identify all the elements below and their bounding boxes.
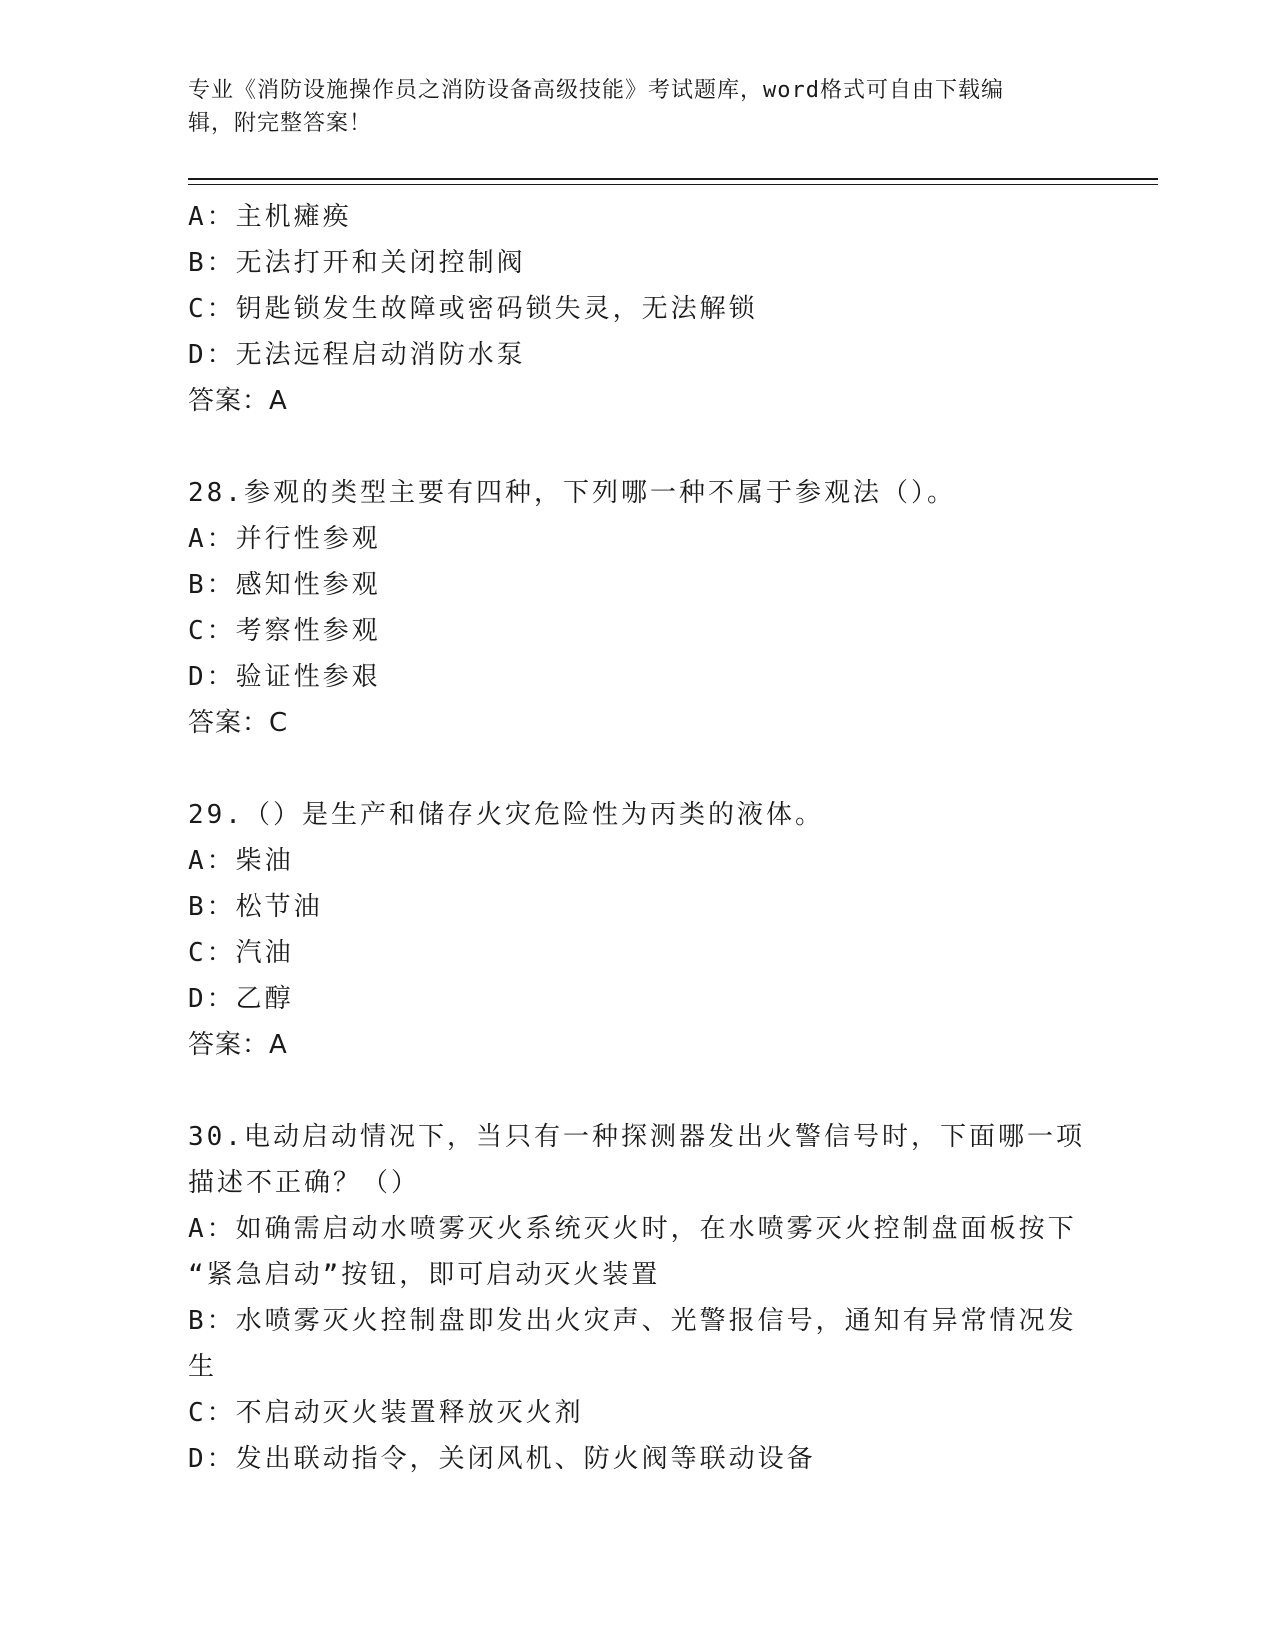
option-d: D：乙醇 (188, 984, 294, 1014)
document-header (188, 74, 1068, 140)
question-stem: 29.（）是生产和储存火灾危险性为丙类的液体。 (188, 800, 824, 830)
question-30 (188, 1114, 1088, 1482)
option-b-line-2: 生 (188, 1352, 218, 1382)
option-d: D：发出联动指令，关闭风机、防火阀等联动设备 (188, 1444, 816, 1474)
header-line-1: 专业《消防设施操作员之消防设备高级技能》考试题库，word格式可自由下载编 (188, 78, 1004, 103)
question-29 (188, 792, 1088, 1068)
question-list (188, 194, 1088, 1482)
option-d: D：无法远程启动消防水泵 (188, 340, 526, 370)
option-c: C：汽油 (188, 938, 294, 968)
option-d: D：验证性参艰 (188, 662, 381, 692)
option-a: A：并行性参观 (188, 524, 381, 554)
option-c: C：不启动灭火装置释放灭火剂 (188, 1398, 584, 1428)
option-c: C：考察性参观 (188, 616, 381, 646)
option-b: B：松节油 (188, 892, 323, 922)
header-rule-thick (188, 178, 1158, 180)
option-a-line-1: A：如确需启动水喷雾灭火系统灭火时，在水喷雾灭火控制盘面板按下 (188, 1214, 1077, 1244)
answer: 答案：A (188, 1030, 288, 1060)
question-28 (188, 470, 1088, 746)
option-c: C：钥匙锁发生故障或密码锁失灵，无法解锁 (188, 294, 758, 324)
answer: 答案：C (188, 708, 289, 738)
question-27-continued (188, 194, 1088, 424)
header-line-2: 辑，附完整答案！ (188, 111, 373, 136)
answer: 答案：A (188, 386, 288, 416)
option-b: B：无法打开和关闭控制阀 (188, 248, 526, 278)
question-stem-line-2: 描述不正确？（） (188, 1168, 421, 1198)
option-a: A：柴油 (188, 846, 294, 876)
question-stem: 28.参观的类型主要有四种，下列哪一种不属于参观法（）。 (188, 478, 956, 508)
option-b: B：感知性参观 (188, 570, 381, 600)
question-stem-line-1: 30.电动启动情况下，当只有一种探测器发出火警信号时，下面哪一项 (188, 1122, 1085, 1152)
option-b-line-1: B：水喷雾灭火控制盘即发出火灾声、光警报信号，通知有异常情况发 (188, 1306, 1077, 1336)
option-a-line-2: “紧急启动”按钮，即可启动灭火装置 (188, 1260, 661, 1290)
header-rule-thin (188, 184, 1158, 185)
option-a: A：主机瘫痪 (188, 202, 352, 232)
